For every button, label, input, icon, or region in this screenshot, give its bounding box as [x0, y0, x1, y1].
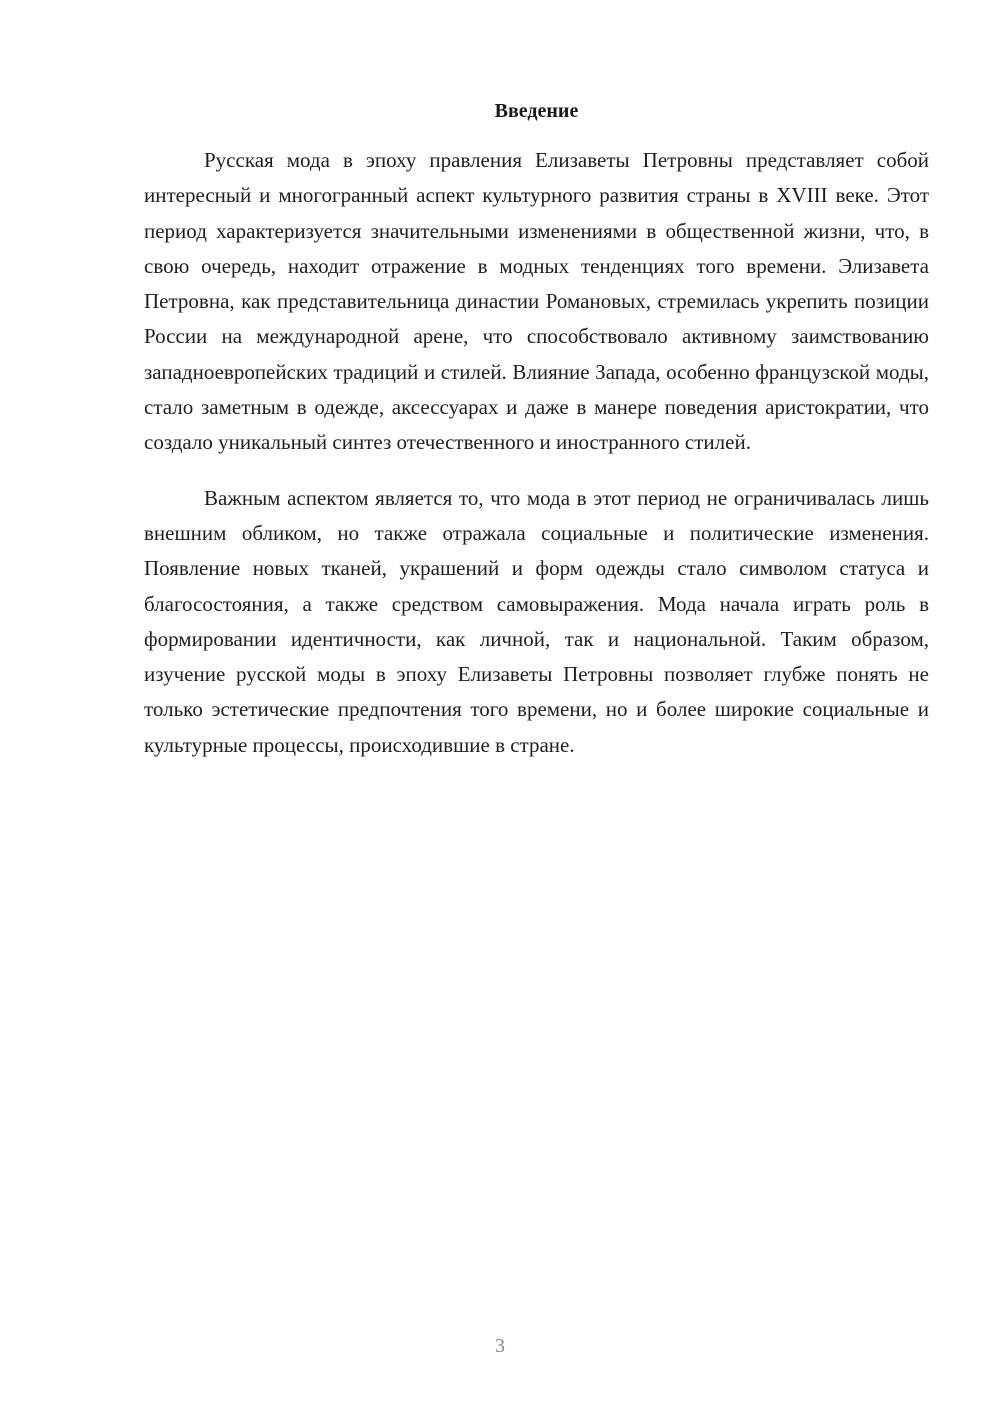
body-text: [144, 143, 929, 783]
section-heading: Введение: [494, 100, 579, 122]
page-number: 3: [495, 1335, 505, 1357]
paragraph-2: Важным аспектом является то, что мода в этот период не ограничивалась лишь внешним обликом, но также отражала социальные и политические изменения. Появление новых тканей, украшений и форм одежды стало символом статуса и благосостояния, а также средством самовыражения. Мода начала играть роль в формировании идентичности, как личной, так и национальной. Таким образом, изучение русской моды в эпоху Елизаветы Петровны позволяет глубже понять не только эстетические предпочтения того времени, но и более широкие социальные и культурные процессы, происходившие в стране.: [144, 485, 929, 757]
paragraph-1: Русская мода в эпоху правления Елизаветы Петровны представляет собой интересный и многогранный аспект культурного развития страны в XVIII веке. Этот период характеризуется значительными изменениями в общественной жизни, что, в свою очередь, находит отражение в модных тенденциях того времени. Элизавета Петровна, как представительница династии Романовых, стремилась укрепить позиции России на международной арене, что способствовало активному заимствованию западноевропейских традиций и стилей. Влияние Запада, особенно французской моды, стало заметным в одежде, аксессуарах и даже в манере поведения аристократии, что создало уникальный синтез отечественного и иностранного стилей.: [144, 148, 929, 455]
